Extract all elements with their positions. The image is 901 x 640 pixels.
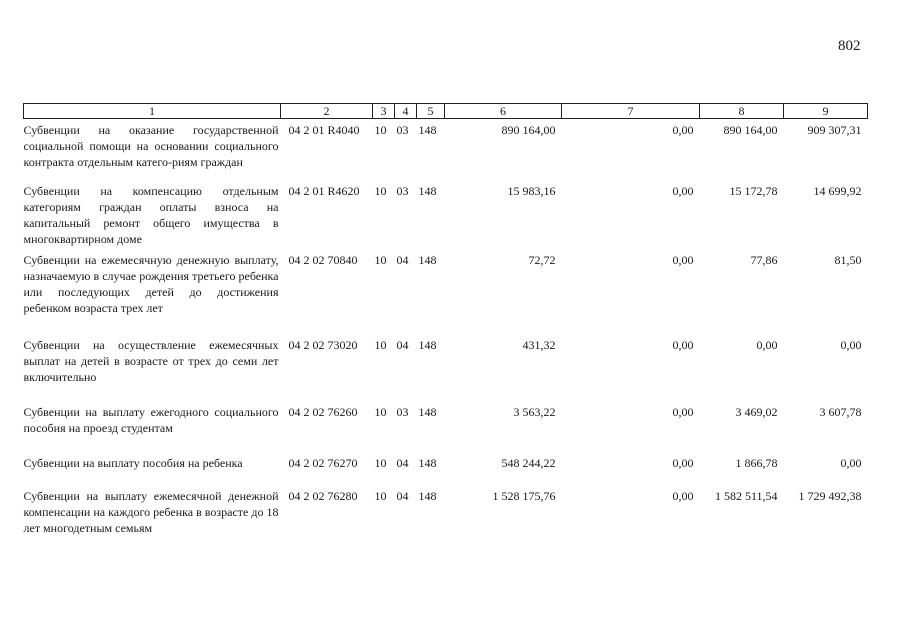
- header-col-7: 7: [562, 104, 700, 119]
- table-header: [24, 104, 868, 119]
- row-code: 04 2 02 73020: [288, 338, 358, 352]
- header-col-9: 9: [784, 104, 868, 119]
- row-section: 10: [374, 456, 387, 470]
- row-subsection: 04: [396, 338, 409, 352]
- row-subsection: 04: [396, 253, 409, 267]
- header-col-4: 4: [395, 104, 417, 119]
- header-col-1: 1: [24, 104, 281, 119]
- row-value-8: 3 469,02: [735, 405, 778, 419]
- row-section: 10: [374, 253, 387, 267]
- header-col-3: 3: [373, 104, 395, 119]
- header-col-5: 5: [417, 104, 445, 119]
- row-code: 04 2 01 R4620: [288, 184, 360, 198]
- table-row: [24, 119, 868, 181]
- row-subsection: 04: [396, 456, 409, 470]
- table-row: [24, 401, 868, 452]
- header-col-2: 2: [281, 104, 373, 119]
- row-expense-type: 148: [418, 338, 437, 352]
- row-value-6: 72,72: [528, 253, 556, 267]
- row-expense-type: 148: [418, 184, 437, 198]
- row-value-9: 0,00: [840, 338, 862, 352]
- row-value-9: 14 699,92: [813, 184, 862, 198]
- row-section: 10: [374, 338, 387, 352]
- row-value-6: 3 563,22: [513, 405, 556, 419]
- row-value-6: 890 164,00: [501, 123, 556, 137]
- row-section: 10: [374, 489, 387, 503]
- row-value-8: 0,00: [756, 338, 778, 352]
- header-col-8: 8: [700, 104, 784, 119]
- row-section: 10: [374, 123, 387, 137]
- header-row: [24, 104, 868, 119]
- row-value-8: 890 164,00: [723, 123, 778, 137]
- table-row: [24, 452, 868, 485]
- row-name: Субвенции на выплату ежемесячной денежной компенсации на каждого ребенка в возрасте до 18 лет многодетным семьям: [23, 489, 279, 535]
- row-expense-type: 148: [418, 405, 437, 419]
- row-expense-type: 148: [418, 489, 437, 503]
- row-value-6: 1 528 175,76: [492, 489, 556, 503]
- row-value-8: 77,86: [750, 253, 778, 267]
- row-value-9: 81,50: [834, 253, 862, 267]
- row-code: 04 2 01 R4040: [288, 123, 360, 137]
- row-name: Субвенции на выплату пособия на ребенка: [23, 456, 243, 470]
- table-body: [24, 119, 868, 541]
- row-code: 04 2 02 76280: [288, 489, 358, 503]
- row-value-7: 0,00: [672, 184, 694, 198]
- row-value-9: 3 607,78: [819, 405, 862, 419]
- row-subsection: 03: [396, 405, 409, 419]
- budget-table: [23, 103, 868, 540]
- row-value-9: 1 729 492,38: [798, 489, 862, 503]
- row-value-7: 0,00: [672, 489, 694, 503]
- table-row: [24, 249, 868, 334]
- table-row: [24, 180, 868, 249]
- table-row: [24, 485, 868, 540]
- row-name: Субвенции на выплату ежегодного социального пособия на проезд студентам: [23, 405, 279, 435]
- row-expense-type: 148: [418, 123, 437, 137]
- row-code: 04 2 02 70840: [288, 253, 358, 267]
- row-subsection: 04: [396, 489, 409, 503]
- row-expense-type: 148: [418, 456, 437, 470]
- row-value-8: 15 172,78: [729, 184, 778, 198]
- row-name: Субвенции на компенсацию отдельным категориям граждан оплаты взноса на капитальный ремонт общего имущества в многоквартирном доме: [23, 184, 279, 246]
- row-value-7: 0,00: [672, 253, 694, 267]
- row-expense-type: 148: [418, 253, 437, 267]
- row-value-7: 0,00: [672, 338, 694, 352]
- row-value-9: 909 307,31: [807, 123, 862, 137]
- row-subsection: 03: [396, 184, 409, 198]
- row-value-8: 1 866,78: [735, 456, 778, 470]
- row-value-8: 1 582 511,54: [714, 489, 778, 503]
- row-section: 10: [374, 184, 387, 198]
- row-value-9: 0,00: [840, 456, 862, 470]
- row-value-7: 0,00: [672, 405, 694, 419]
- row-value-6: 15 983,16: [507, 184, 556, 198]
- page-number: 802: [838, 38, 861, 54]
- row-value-7: 0,00: [672, 123, 694, 137]
- row-value-7: 0,00: [672, 456, 694, 470]
- row-subsection: 03: [396, 123, 409, 137]
- row-name: Субвенции на ежемесячную денежную выплату, назначаемую в случае рождения третьего ребенка или последующих детей до достижения ребенком возраста трех лет: [23, 253, 279, 315]
- table-row: [24, 334, 868, 401]
- row-code: 04 2 02 76260: [288, 405, 358, 419]
- row-name: Субвенции на оказание государственной социальной помощи на основании социального контракта отдельным катего-риям граждан: [23, 123, 279, 169]
- row-value-6: 431,32: [522, 338, 556, 352]
- row-code: 04 2 02 76270: [288, 456, 358, 470]
- header-col-6: 6: [445, 104, 562, 119]
- row-section: 10: [374, 405, 387, 419]
- row-value-6: 548 244,22: [501, 456, 556, 470]
- row-name: Субвенции на осуществление ежемесячных выплат на детей в возрасте от трех до семи лет включительно: [23, 338, 279, 384]
